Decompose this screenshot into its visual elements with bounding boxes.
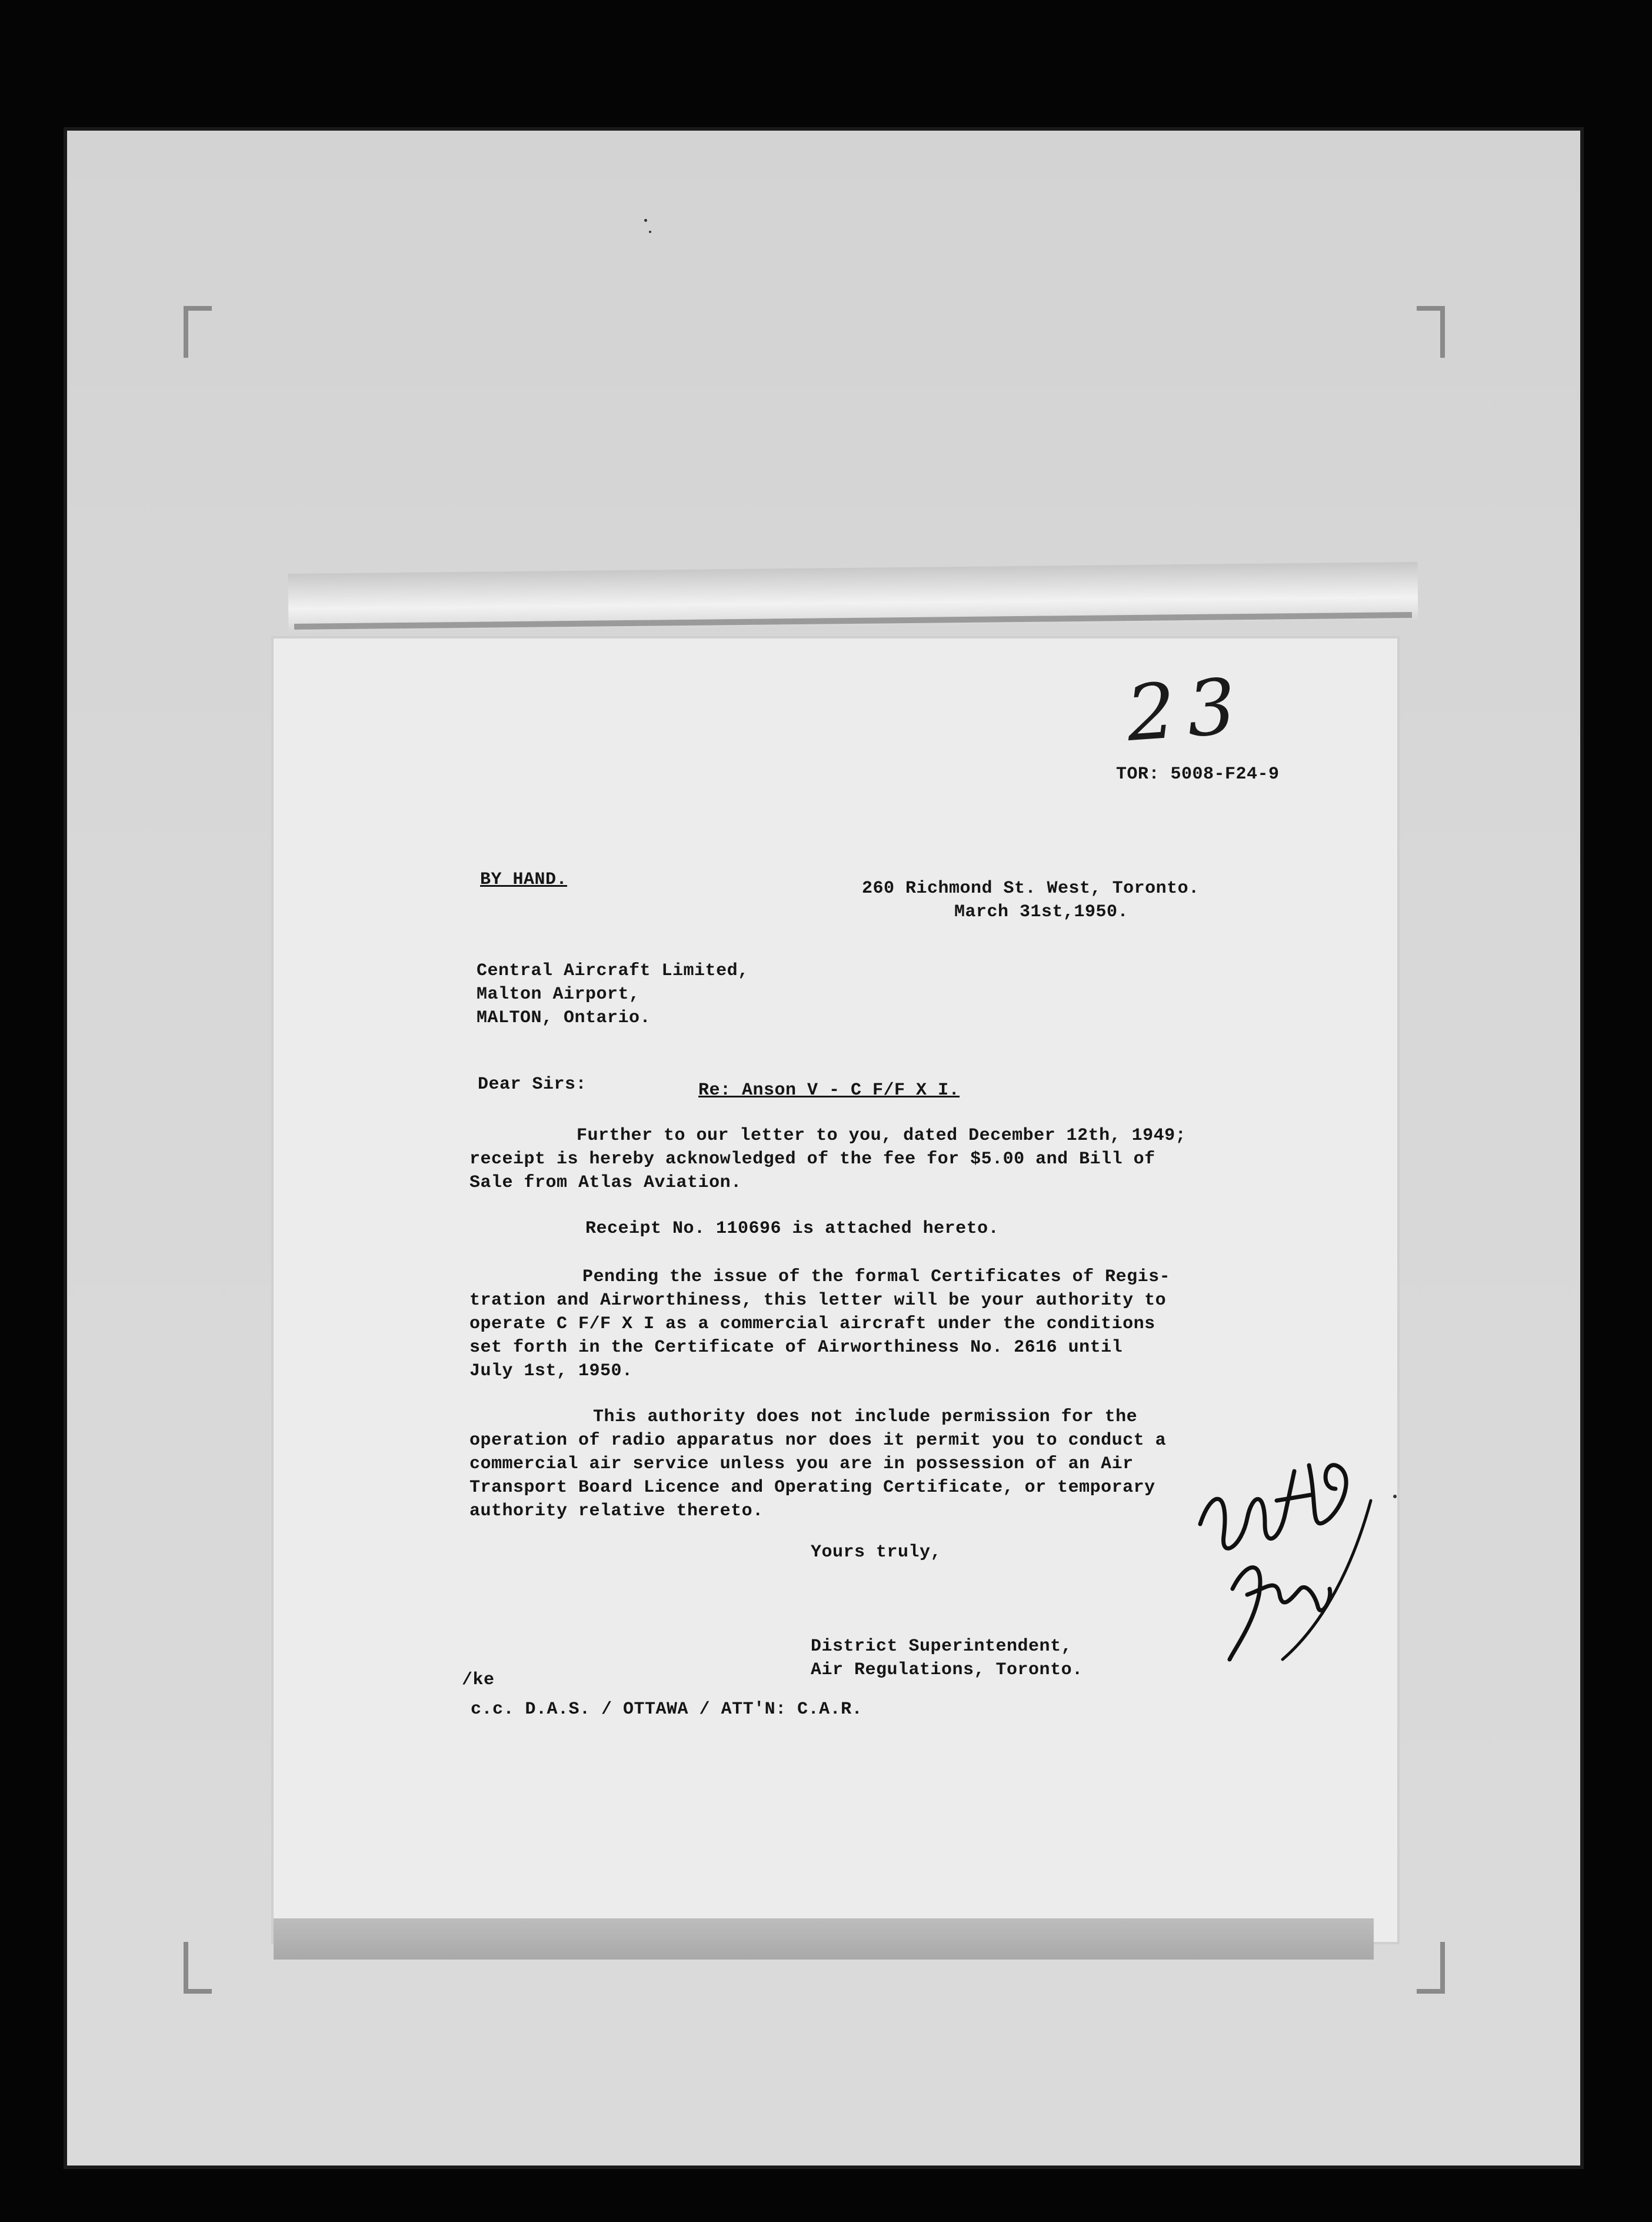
file-reference: TOR: 5008-F24-9 <box>1116 764 1280 784</box>
crop-mark-bottom-left <box>184 1942 212 1994</box>
scan-speck <box>649 231 651 233</box>
recipient-line: Central Aircraft Limited, <box>477 961 749 981</box>
body-line: authority relative thereto. <box>469 1501 764 1521</box>
typist-initials: /ke <box>462 1670 495 1690</box>
recipient-line: MALTON, Ontario. <box>477 1008 651 1028</box>
body-line: Sale from Atlas Aviation. <box>469 1173 742 1193</box>
signatory-title: District Superintendent, <box>811 1636 1073 1656</box>
scan-speck <box>644 219 647 222</box>
handwritten-page-number: 23 <box>1123 661 1251 759</box>
sender-address-line: 260 Richmond St. West, Toronto. <box>862 879 1200 899</box>
body-line: Further to our letter to you, dated December 12th, 1949; <box>577 1126 1187 1146</box>
recipient-line: Malton Airport, <box>477 984 640 1004</box>
handwritten-signature <box>1177 1401 1388 1671</box>
delivery-note: BY HAND. <box>480 870 568 890</box>
scan-speck <box>1393 1495 1397 1498</box>
body-line: Transport Board Licence and Operating Certificate, or temporary <box>469 1478 1155 1498</box>
crop-mark-top-left <box>184 306 212 358</box>
body-line: tration and Airworthiness, this letter will be your authority to <box>469 1290 1167 1310</box>
body-line: commercial air service unless you are in possession of an Air <box>469 1454 1134 1474</box>
letter-date: March 31st,1950. <box>954 902 1129 922</box>
body-line: operation of radio apparatus nor does it permit you to conduct a <box>469 1431 1167 1451</box>
body-line: Receipt No. 110696 is attached hereto. <box>585 1219 1000 1239</box>
carbon-copy-line: c.c. D.A.S. / OTTAWA / ATT'N: C.A.R. <box>471 1699 863 1719</box>
body-line: set forth in the Certificate of Airworthiness No. 2616 until <box>469 1338 1123 1358</box>
salutation: Dear Sirs: <box>478 1075 587 1095</box>
crop-mark-bottom-right <box>1417 1942 1445 1994</box>
body-line: operate C F/F X I as a commercial aircraft under the conditions <box>469 1314 1155 1334</box>
signatory-title: Air Regulations, Toronto. <box>811 1660 1083 1680</box>
body-line: July 1st, 1950. <box>469 1361 633 1381</box>
body-line: receipt is hereby acknowledged of the fee for $5.00 and Bill of <box>469 1149 1155 1169</box>
crop-mark-top-right <box>1417 306 1445 358</box>
closing: Yours truly, <box>811 1542 942 1562</box>
body-line: This authority does not include permission for the <box>593 1407 1138 1427</box>
sheet-bottom-shadow <box>274 1918 1374 1960</box>
body-line: Pending the issue of the formal Certificates of Regis- <box>582 1267 1171 1287</box>
subject-line: Re: Anson V - C F/F X I. <box>698 1080 960 1100</box>
